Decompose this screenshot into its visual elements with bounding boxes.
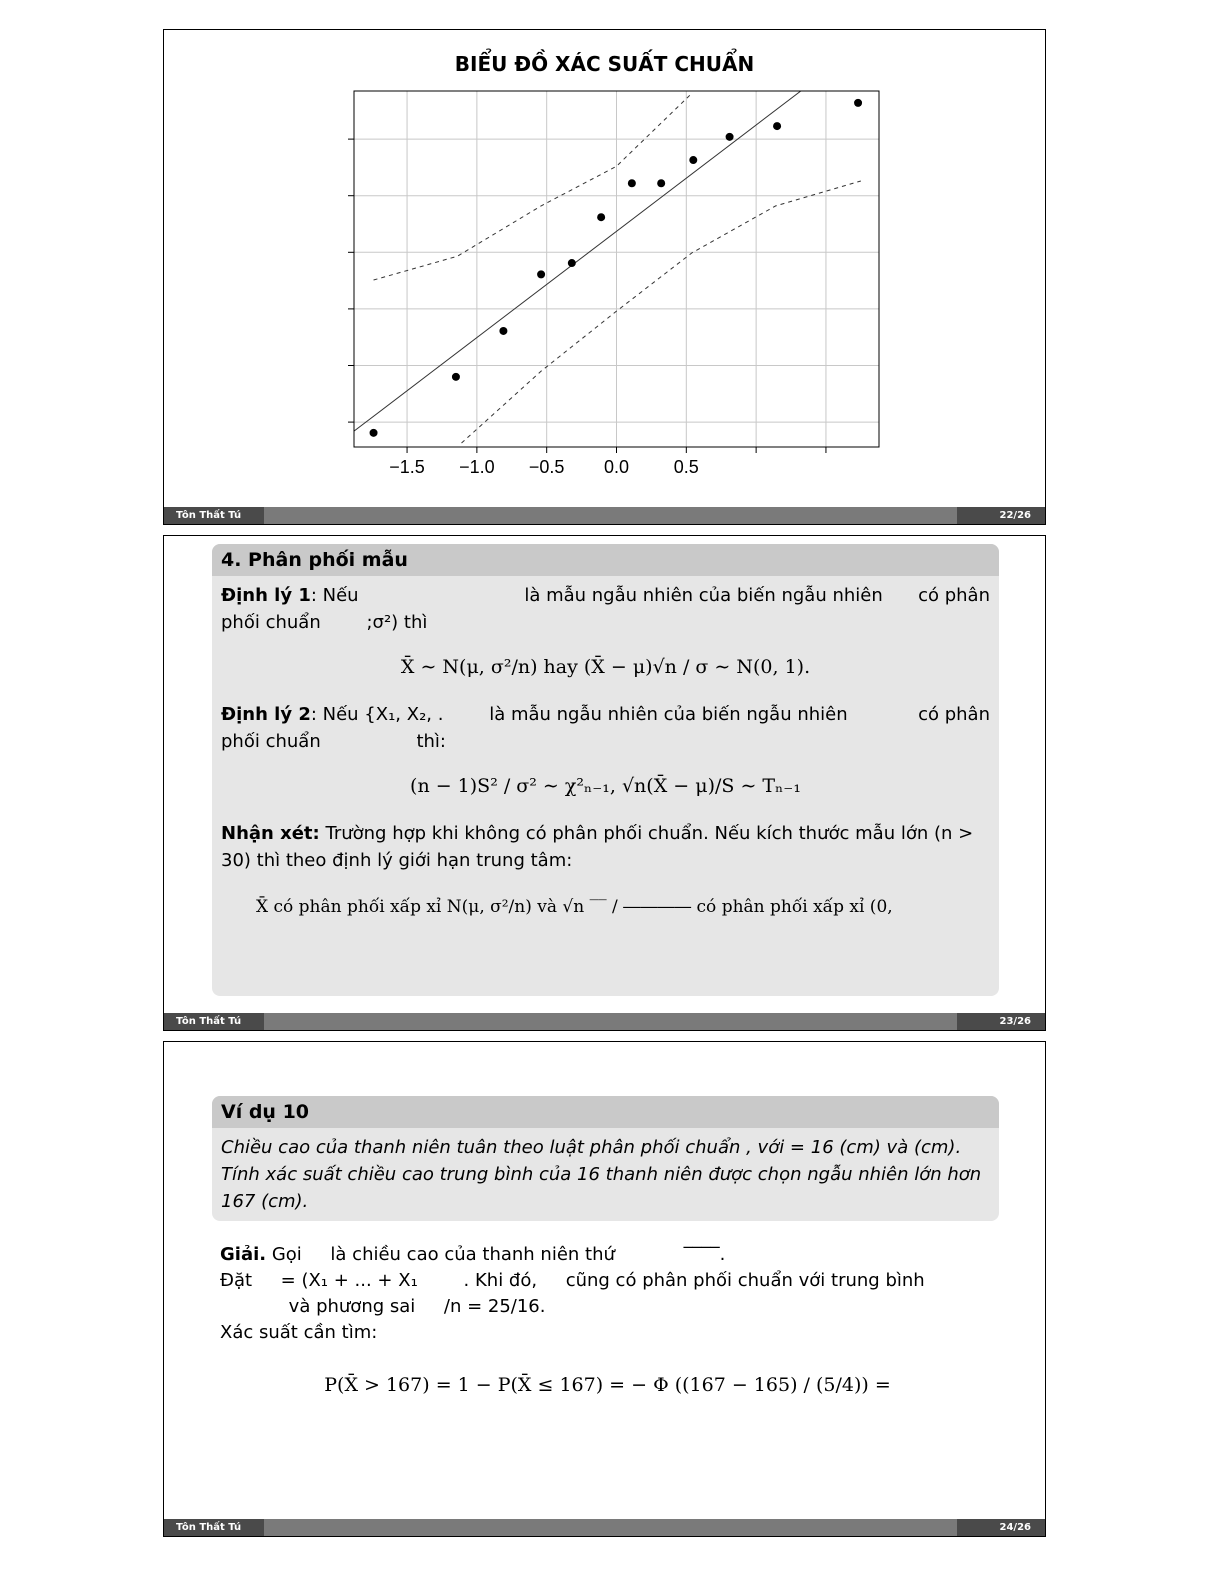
block-title: Ví dụ 10 xyxy=(212,1096,999,1128)
x-tick-label: 0.0 xyxy=(603,457,630,477)
footer-page: 24/26 xyxy=(957,1519,1045,1536)
chart-title: BIỂU ĐỒ XÁC SUẤT CHUẨN xyxy=(454,52,755,76)
footer xyxy=(164,507,1045,524)
formula-3: X̄ có phân phối xấp xỉ N(μ, σ²/n) và √n ‾‾ / ―――― có phân phối xấp xỉ (0, xyxy=(256,897,893,917)
slide-22 xyxy=(163,29,1046,525)
data-point xyxy=(628,179,636,187)
fit-line xyxy=(354,91,801,431)
x-tick-label: −0.5 xyxy=(528,457,565,477)
text: Gọi là chiều cao của thanh niên thứ ‾‾‾‾. xyxy=(271,1244,726,1265)
data-point xyxy=(773,122,781,130)
theorem2-label: Định lý 2 xyxy=(221,704,311,725)
text: có phân xyxy=(918,585,990,606)
remark-label: Nhận xét: xyxy=(221,823,320,844)
data-point xyxy=(854,99,862,107)
example-block xyxy=(212,1096,999,1221)
data-point xyxy=(597,213,605,221)
footer xyxy=(164,1013,1045,1030)
x-tick-label: 0.5 xyxy=(673,457,699,477)
lower-confidence-band xyxy=(462,181,861,443)
data-point xyxy=(537,270,545,278)
solution xyxy=(220,1242,995,1410)
slide-24 xyxy=(163,1041,1046,1537)
data-point xyxy=(370,429,378,437)
text: là mẫu ngẫu nhiên của biến ngẫu nhiên xyxy=(489,704,848,725)
text: là mẫu ngẫu nhiên của biến ngẫu nhiên xyxy=(524,585,883,606)
footer xyxy=(164,1519,1045,1536)
data-point xyxy=(689,156,697,164)
block-title: 4. Phân phối mẫu xyxy=(212,544,999,576)
text: : Nếu {X₁, X₂, . xyxy=(310,704,444,725)
text: và phương sai /n = 25/16. xyxy=(220,1296,546,1317)
theorem1-label: Định lý 1 xyxy=(221,585,311,606)
footer-page: 23/26 xyxy=(957,1013,1045,1030)
footer-author: Tôn Thất Tú xyxy=(164,1519,264,1536)
text: ;σ²) thì xyxy=(366,612,428,633)
footer-author: Tôn Thất Tú xyxy=(164,507,264,524)
data-point xyxy=(726,133,734,141)
text: phối chuẩn xyxy=(221,731,321,752)
x-tick-label: −1.0 xyxy=(459,457,495,477)
formula-1: X̄ ∼ N(μ, σ²/n) hay (X̄ − μ)√n / σ ∼ N(0, 1). xyxy=(400,656,811,678)
footer-author: Tôn Thất Tú xyxy=(164,1013,264,1030)
formula-prob: P(X̄ > 167) = 1 − P(X̄ ≤ 167) = − Φ ((167 − 165) / (5/4)) = xyxy=(324,1374,891,1396)
footer-page: 22/26 xyxy=(957,507,1045,524)
x-tick-label: −1.5 xyxy=(389,457,425,477)
text: có phân xyxy=(918,704,990,725)
text: Xác suất cần tìm: xyxy=(220,1322,378,1343)
text: : Nếu xyxy=(310,585,359,606)
normal-probability-plot xyxy=(164,30,1047,510)
text: Đặt = (X₁ + ... + X₁ . Khi đó, cũng có phân phối chuẩn với trung bình xyxy=(220,1270,925,1291)
text: Trường hợp khi không có phân phối chuẩn. Nếu kích thước mẫu lớn (n > 30) thì theo định lý giới hạn trung tâm: xyxy=(221,823,974,871)
solution-label: Giải. xyxy=(220,1244,267,1265)
data-point xyxy=(568,259,576,267)
data-point xyxy=(452,373,460,381)
data-point xyxy=(657,179,665,187)
data-point xyxy=(499,327,507,335)
example-text: Chiều cao của thanh niên tuân theo luật phân phối chuẩn , với = 16 (cm) và (cm). Tính xác suất chiều cao trung bình của 16 thanh niên được chọn ngẫu nhiên lớn hơn 167 (cm). xyxy=(221,1137,982,1212)
text: thì: xyxy=(416,731,446,752)
theorem-block xyxy=(212,544,999,996)
formula-2: (n − 1)S² / σ² ∼ χ²ₙ₋₁, √n(X̄ − μ)/S ∼ Tₙ₋₁ xyxy=(410,775,801,797)
text: phối chuẩn xyxy=(221,612,321,633)
slide-23 xyxy=(163,535,1046,1031)
